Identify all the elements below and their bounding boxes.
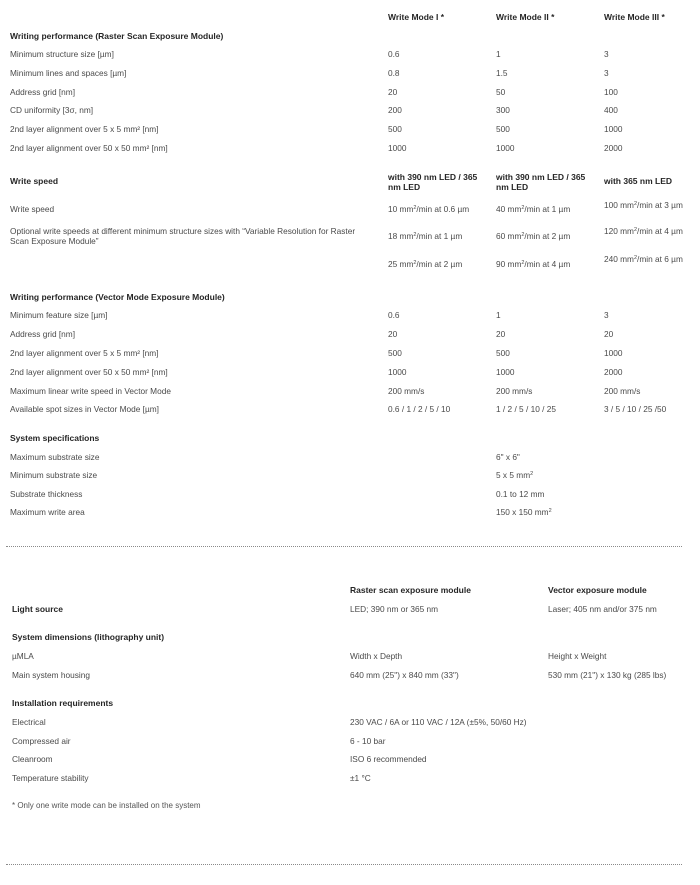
row-label: µMLA — [12, 651, 34, 661]
cell: 1000 — [496, 367, 515, 377]
row-label: Main system housing — [12, 670, 90, 680]
cell: 120 $mm^2/\min$ at 4 µm — [604, 226, 683, 236]
row-label: Maximum write area — [10, 507, 85, 517]
cell: ±1 °C — [350, 773, 371, 783]
cell: 60 $mm^2/\min$ at 2 µm — [496, 231, 571, 241]
row-label: 2nd layer alignment over 5 x 5 mm² [nm] — [10, 124, 159, 134]
cell: 300 — [496, 105, 510, 115]
row-label: Temperature stability — [12, 773, 89, 783]
cell: 200 — [388, 105, 402, 115]
cell: 1000 — [388, 143, 407, 153]
row-label: Minimum structure size [µm] — [10, 49, 114, 59]
section-title: Write speed — [10, 176, 59, 186]
cell: 2000 — [604, 367, 623, 377]
cell: 0.1 to 12 mm — [496, 489, 545, 499]
row-label: Electrical — [12, 717, 46, 727]
cell: 530 mm (21") x 130 kg (285 lbs) — [548, 670, 667, 680]
row-label: Maximum linear write speed in Vector Mode — [10, 386, 171, 396]
light-source-subheader: with 390 nm LED / 365 nm LED — [388, 172, 478, 192]
row-label: Write speed — [10, 204, 55, 214]
cell: 20 — [604, 329, 614, 339]
cell: 3 — [604, 68, 609, 78]
cell: 200 mm/s — [496, 386, 533, 396]
vector-module-header: Vector exposure module — [548, 585, 647, 595]
cell: 500 — [496, 124, 510, 134]
row-label: Substrate thickness — [10, 489, 83, 499]
row-label: Address grid [nm] — [10, 329, 76, 339]
cell: 240 $mm^2/\min$ at 6 µm — [604, 254, 683, 264]
row-label: Minimum lines and spaces [µm] — [10, 68, 127, 78]
cell: 3 / 5 / 10 / 25 /50 — [604, 404, 667, 414]
write-mode-3-header: Write Mode III * — [604, 12, 665, 22]
row-label: 2nd layer alignment over 50 x 50 mm² [nm] — [10, 367, 168, 377]
cell: 200 mm/s — [388, 386, 425, 396]
section-title: Writing performance (Raster Scan Exposure Module) — [10, 31, 224, 41]
row-label: Available spot sizes in Vector Mode [µm] — [10, 404, 159, 414]
cell: 400 — [604, 105, 618, 115]
cell: 50 — [496, 87, 506, 97]
row-label: 2nd layer alignment over 50 x 50 mm² [nm] — [10, 143, 168, 153]
cell: 0.6 — [388, 310, 400, 320]
cell: LED; 390 nm or 365 nm — [350, 604, 439, 614]
cell: 1000 — [496, 143, 515, 153]
cell: 1000 — [388, 367, 407, 377]
cell: 6" x 6" — [496, 452, 520, 462]
section-title: System dimensions (lithography unit) — [12, 632, 165, 642]
row-label: Cleanroom — [12, 754, 53, 764]
cell: 200 mm/s — [604, 386, 641, 396]
cell: 6 - 10 bar — [350, 736, 386, 746]
cell: 90 $mm^2/\min$ at 4 µm — [496, 259, 571, 269]
cell: 500 — [388, 348, 402, 358]
cell: 20 — [496, 329, 506, 339]
cell: 20 — [388, 87, 398, 97]
cell: 3 — [604, 49, 609, 59]
dotted-divider — [6, 546, 682, 547]
cell: 18 $mm^2/\min$ at 1 µm — [388, 231, 463, 241]
cell: 1 — [496, 310, 501, 320]
cell: 500 — [496, 348, 510, 358]
dotted-divider — [6, 864, 682, 865]
cell: 1 — [496, 49, 501, 59]
light-source-subheader: with 390 nm LED / 365 nm LED — [496, 172, 586, 192]
cell: 5 x 5 $mm^2$ — [496, 470, 534, 480]
row-label: Optional write speeds at different minimum structure sizes with “Variable Resolution for Raster Scan Exposure Module” — [10, 226, 356, 246]
row-label: Address grid [nm] — [10, 87, 76, 97]
cell: 25 $mm^2/\min$ at 2 µm — [388, 259, 463, 269]
write-mode-1-header: Write Mode I * — [388, 12, 445, 22]
section-title: Installation requirements — [12, 698, 114, 708]
row-label: 2nd layer alignment over 5 x 5 mm² [nm] — [10, 348, 159, 358]
cell: 20 — [388, 329, 398, 339]
cell: 1.5 — [496, 68, 508, 78]
row-label: Minimum feature size [µm] — [10, 310, 108, 320]
cell: 2000 — [604, 143, 623, 153]
cell: 500 — [388, 124, 402, 134]
row-label: Compressed air — [12, 736, 71, 746]
footnote: * Only one write mode can be installed on the system — [12, 801, 201, 810]
write-mode-2-header: Write Mode II * — [496, 12, 555, 22]
cell: 100 $mm^2/\min$ at 3 µm — [604, 200, 683, 210]
light-source-subheader: with 365 nm LED — [604, 176, 673, 186]
cell: 640 mm (25") x 840 mm (33") — [350, 670, 459, 680]
row-label: Minimum substrate size — [10, 470, 98, 480]
cell: 0.6 — [388, 49, 400, 59]
cell: 3 — [604, 310, 609, 320]
raster-module-header: Raster scan exposure module — [350, 585, 471, 595]
cell: ISO 6 recommended — [350, 754, 427, 764]
cell: 0.6 / 1 / 2 / 5 / 10 — [388, 404, 451, 414]
row-label: Light source — [12, 604, 64, 614]
cell: 10 $mm^2/\min$ at 0.6 µm — [388, 204, 470, 214]
cell: 40 $mm^2/\min$ at 1 µm — [496, 204, 571, 214]
row-label: Maximum substrate size — [10, 452, 100, 462]
cell: 1000 — [604, 348, 623, 358]
cell: 150 x 150 $mm^2$ — [496, 507, 552, 517]
row-label: CD uniformity [3σ, nm] — [10, 105, 94, 115]
section-title: System specifications — [10, 433, 100, 443]
cell: Width x Depth — [350, 651, 403, 661]
cell: Laser; 405 nm and/or 375 nm — [548, 604, 657, 614]
cell: 230 VAC / 6A or 110 VAC / 12A (±5%, 50/60 Hz) — [350, 717, 527, 727]
section-title: Writing performance (Vector Mode Exposure Module) — [10, 292, 225, 302]
cell: 1 / 2 / 5 / 10 / 25 — [496, 404, 556, 414]
cell: 1000 — [604, 124, 623, 134]
cell: 0.8 — [388, 68, 400, 78]
cell: 100 — [604, 87, 618, 97]
cell: Height x Weight — [548, 651, 607, 661]
